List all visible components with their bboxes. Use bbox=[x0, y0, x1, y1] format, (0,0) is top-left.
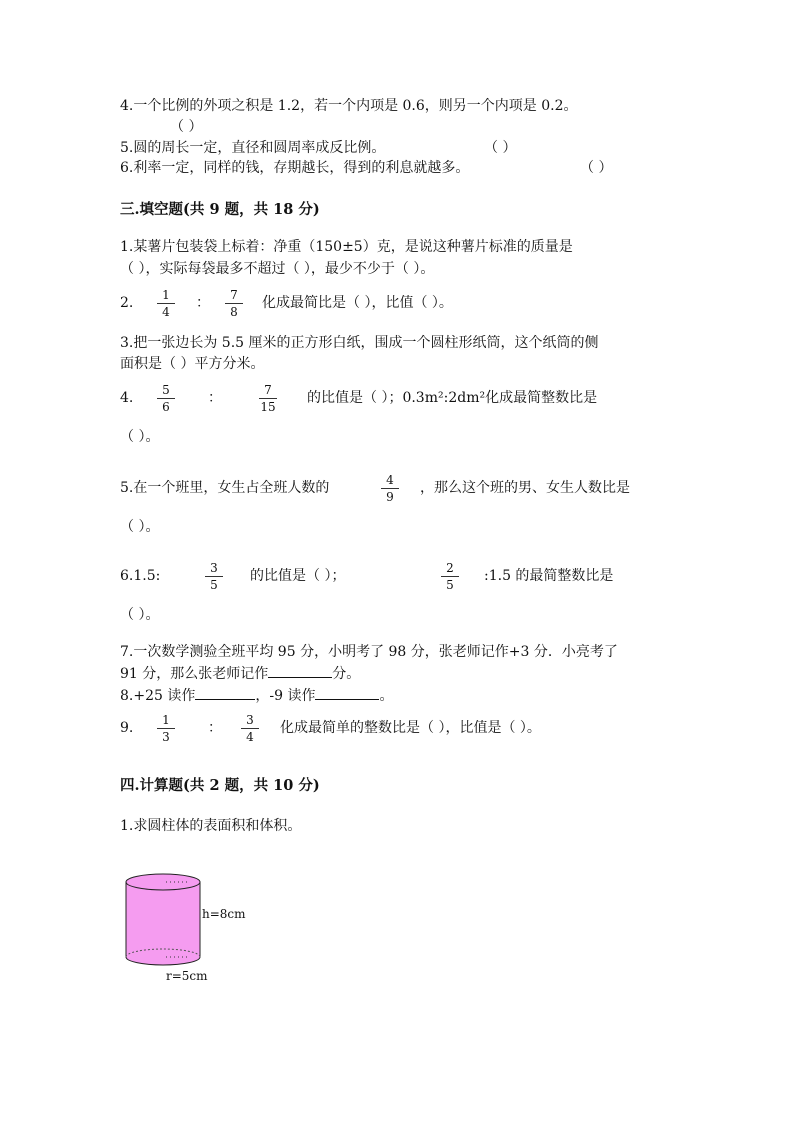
calc-q1: 1.求圆柱体的表面积和体积。 bbox=[120, 818, 302, 834]
fill-q6-fraction-2 bbox=[438, 561, 462, 592]
fill-q3-line2: 面积是（ ）平方分米。 bbox=[120, 356, 265, 372]
fill-q9-colon: ： bbox=[208, 720, 222, 736]
fraction-bar bbox=[381, 488, 399, 489]
fill-q4-prefix: 4. bbox=[120, 390, 134, 406]
section3-title: 三.填空题(共 9 题，共 18 分) bbox=[120, 201, 320, 218]
fill-q9-prefix: 9. bbox=[120, 720, 134, 736]
fill-q8-text-c: 。 bbox=[379, 688, 394, 704]
judge-q5-blank: （ ） bbox=[484, 140, 517, 156]
fraction-bar bbox=[205, 576, 223, 577]
fraction-numerator: 5 bbox=[162, 383, 170, 397]
fraction-bar bbox=[241, 728, 259, 729]
fraction-numerator: 1 bbox=[162, 713, 170, 727]
fill-q7-line2 bbox=[120, 663, 360, 684]
fill-q3-line1: 3.把一张边长为 5.5 厘米的正方形白纸，围成一个圆柱形纸筒，这个纸筒的侧 bbox=[120, 335, 599, 351]
fill-q6-suffix: :1.5 的最简整数比是 bbox=[484, 568, 614, 584]
fraction-denominator: 8 bbox=[230, 305, 238, 319]
fill-q5-fraction bbox=[378, 473, 402, 504]
fill-q5-line2: （ ）。 bbox=[120, 519, 160, 535]
fill-q4-suffix: 的比值是（ ）；0.3m²:2dm²化成最简整数比是 bbox=[307, 390, 598, 406]
fill-q4-fraction-2 bbox=[256, 383, 280, 414]
fill-q4-fraction-1 bbox=[154, 383, 178, 414]
fraction-numerator: 3 bbox=[210, 561, 218, 575]
fraction-denominator: 3 bbox=[162, 730, 170, 744]
fraction-denominator: 9 bbox=[386, 490, 394, 504]
fraction-numerator: 4 bbox=[386, 473, 394, 487]
fill-q6-mid: 的比值是（ ）； bbox=[250, 568, 346, 584]
cylinder-top bbox=[126, 874, 200, 890]
fill-q2-fraction-2 bbox=[222, 288, 246, 319]
fraction-numerator: 1 bbox=[162, 288, 170, 302]
fill-q6-fraction-1 bbox=[202, 561, 226, 592]
fill-q8-text-b: ，-9 读作 bbox=[255, 688, 316, 704]
fill-q4-line2: （ ）。 bbox=[120, 429, 160, 445]
fraction-numerator: 7 bbox=[230, 288, 238, 302]
fill-q8-answer-blank-1 bbox=[195, 685, 255, 700]
judge-q5: 5.圆的周长一定，直径和圆周率成反比例。 bbox=[120, 140, 386, 156]
judge-q6-blank: （ ） bbox=[580, 160, 613, 176]
fill-q2-suffix: 化成最简比是（ ），比值（ ）。 bbox=[262, 295, 453, 311]
fraction-numerator: 7 bbox=[264, 383, 272, 397]
fill-q8-text-a: 8.+25 读作 bbox=[120, 688, 196, 704]
fraction-numerator: 3 bbox=[246, 713, 254, 727]
fill-q2-prefix: 2. bbox=[120, 295, 134, 311]
fill-q6-prefix: 6.1.5: bbox=[120, 568, 161, 584]
fill-q7-answer-blank bbox=[268, 663, 332, 678]
judge-q4-blank: （ ） bbox=[170, 119, 203, 135]
fill-q5-suffix: ，那么这个班的男、女生人数比是 bbox=[420, 480, 630, 496]
fraction-denominator: 5 bbox=[210, 578, 218, 592]
fraction-denominator: 15 bbox=[260, 400, 276, 414]
fill-q7-text-a: 91 分，那么张老师记作 bbox=[120, 666, 269, 682]
fraction-numerator: 2 bbox=[446, 561, 454, 575]
radius-label: r=5cm bbox=[166, 969, 208, 983]
judge-q6: 6.利率一定，同样的钱，存期越长，得到的利息就越多。 bbox=[120, 160, 470, 176]
fraction-denominator: 4 bbox=[246, 730, 254, 744]
fill-q9-suffix: 化成最简单的整数比是（ ），比值是（ ）。 bbox=[280, 720, 541, 736]
fill-q8-answer-blank-2 bbox=[315, 685, 379, 700]
fraction-denominator: 4 bbox=[162, 305, 170, 319]
fill-q7-text-b: 分。 bbox=[332, 666, 361, 682]
cylinder-diagram bbox=[118, 868, 208, 968]
fill-q9-fraction-1 bbox=[154, 713, 178, 744]
fill-q1-line2: （ ），实际每袋最多不超过（ ），最少不少于（ ）。 bbox=[120, 261, 435, 277]
fraction-bar bbox=[157, 728, 175, 729]
fraction-bar bbox=[157, 303, 175, 304]
fill-q6-line2: （ ）。 bbox=[120, 607, 160, 623]
fraction-bar bbox=[157, 398, 175, 399]
height-label: h=8cm bbox=[202, 907, 246, 921]
fraction-bar bbox=[259, 398, 277, 399]
cylinder-body bbox=[126, 882, 200, 965]
fraction-denominator: 6 bbox=[162, 400, 170, 414]
section4-title: 四.计算题(共 2 题，共 10 分) bbox=[120, 777, 320, 794]
fraction-denominator: 5 bbox=[446, 578, 454, 592]
fill-q9-fraction-2 bbox=[238, 713, 262, 744]
fill-q2-fraction-1 bbox=[154, 288, 178, 319]
judge-q4-line1: 4.一个比例的外项之积是 1.2，若一个内项是 0.6，则另一个内项是 0.2。 bbox=[120, 98, 578, 114]
fill-q1-line1: 1.某薯片包装袋上标着：净重（150±5）克，是说这种薯片标准的质量是 bbox=[120, 239, 573, 255]
fill-q2-colon: ： bbox=[196, 295, 210, 311]
fill-q4-colon: ： bbox=[208, 390, 222, 406]
fill-q5-prefix: 5.在一个班里，女生占全班人数的 bbox=[120, 480, 330, 496]
fraction-bar bbox=[225, 303, 243, 304]
fill-q7-line1: 7.一次数学测验全班平均 95 分，小明考了 98 分，张老师记作+3 分．小亮考了 bbox=[120, 644, 618, 660]
fraction-bar bbox=[441, 576, 459, 577]
fill-q8-line bbox=[120, 685, 393, 706]
